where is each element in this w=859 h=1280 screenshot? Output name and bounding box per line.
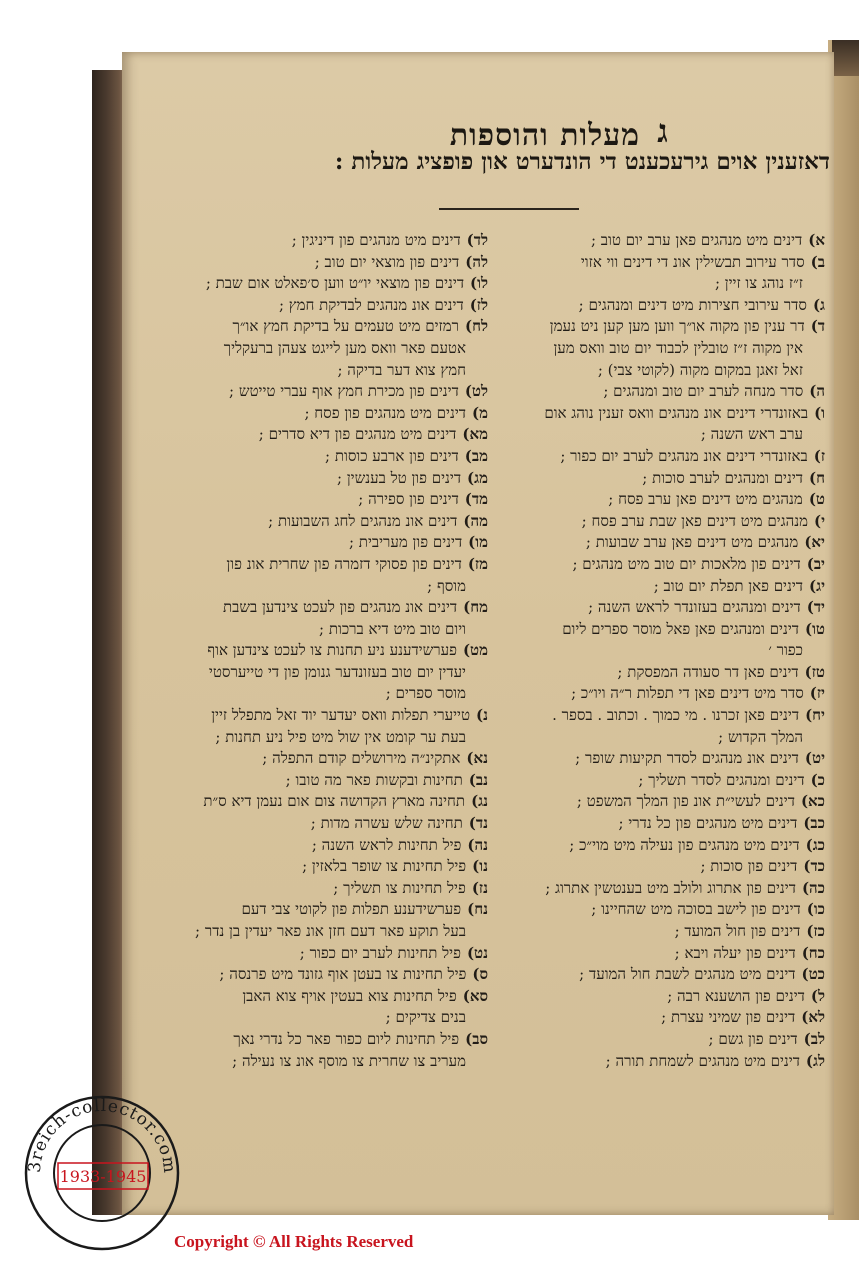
entry-number: נח) — [467, 900, 488, 919]
entry-text: פערשידענע תפלות פון לקוטי צבי דעם — [241, 900, 462, 919]
entry-text: בנים צדיקים ; — [385, 1008, 466, 1027]
entry-text: יעדין יום טוב בעזונדער גנומן פון די טייערסטי — [208, 662, 466, 681]
entry-text: פיל תחינות לראש השנה ; — [311, 835, 462, 854]
entry-number: יב) — [806, 554, 825, 573]
toc-entry — [505, 705, 825, 727]
entry-text: דינים פון מוצאי יום טוב ; — [314, 252, 460, 271]
entry-text: ז״ז נוהג צו זיין ; — [714, 274, 803, 293]
entry-number: ט) — [808, 490, 825, 509]
toc-entry — [505, 532, 825, 554]
entry-text: דינים פון ספירה ; — [358, 490, 459, 509]
toc-entry — [505, 813, 825, 835]
toc-entry — [505, 252, 825, 274]
entry-number: י) — [813, 511, 825, 530]
toc-entry — [148, 381, 488, 403]
entry-number: יד) — [806, 598, 825, 617]
toc-entry — [505, 640, 825, 662]
toc-entry — [148, 489, 488, 511]
entry-text: דינים פון מכירת חמץ אוף עברי טייטש ; — [229, 382, 459, 401]
toc-entry — [505, 1007, 825, 1029]
toc-entry — [505, 554, 825, 576]
toc-entry — [148, 619, 488, 641]
entry-number: ד) — [810, 317, 825, 336]
toc-entry — [505, 835, 825, 857]
entry-number: מ) — [472, 403, 488, 422]
entry-text: בעל תוקע פאר דעם חזן אונ פאר יעדין בן נדר ; — [195, 922, 466, 940]
entry-text: דינים מיט מנהגים פאן ערב יום טוב ; — [590, 231, 803, 249]
entry-number: מט) — [462, 641, 488, 660]
entry-text: תחינה מארץ הקדושה צום אום נעמן דיא ס״ת — [203, 792, 466, 811]
entry-text: מוסף ; — [427, 576, 466, 595]
toc-entry — [148, 640, 488, 662]
entry-text: אתקינ״ה מירושלים קודם התפלה ; — [262, 749, 461, 768]
entry-text: טייערי תפלות וואס יעדער יוד זאל מתפלל זיין — [211, 706, 471, 725]
entry-text: בעת ער קומט אין שול מיט פיל ניע תחנות ; — [215, 727, 466, 746]
entry-text: דינים אונ מנהגים לסדר תקיעות שופר ; — [575, 749, 799, 768]
toc-entry — [148, 1007, 488, 1029]
entry-number: לו) — [470, 274, 488, 293]
entry-number: ב) — [810, 252, 825, 271]
entry-number: לח) — [465, 317, 488, 336]
entry-text: מעריב צו שחרית צו מוסף אונ צו נעילה ; — [232, 1051, 466, 1070]
toc-entry — [505, 316, 825, 338]
entry-number: סא) — [462, 986, 488, 1005]
page-letter: ג — [657, 112, 668, 150]
entry-text: כפור ׳ — [768, 641, 803, 660]
entry-text: באזונדרי דינים אונ מנהגים וואס זענין נוהג אום — [544, 403, 809, 422]
toc-entry — [505, 338, 825, 360]
entry-text: דינים פון שמיני עצרת ; — [661, 1008, 796, 1027]
toc-entry — [505, 619, 825, 641]
entry-text: דינים מיט מנהגים לשבת חול המועד ; — [579, 965, 796, 984]
toc-entry — [505, 662, 825, 684]
entry-text: דינים פון פסוקי דזמרה פון שחרית אונ פון — [226, 554, 462, 573]
entry-number: כו) — [806, 900, 825, 919]
entry-text: דינים אונ מנהגים לחג השבועות ; — [268, 511, 458, 530]
entry-text: דינים מיט מנהגים פון פסח ; — [304, 403, 466, 422]
entry-text: מוסר ספרים ; — [385, 684, 466, 703]
entry-number: מח) — [463, 598, 488, 617]
toc-entry — [148, 662, 488, 684]
toc-entry — [148, 791, 488, 813]
entry-text: ויום טוב מיט דיא ברכות ; — [319, 619, 466, 638]
right-column — [505, 230, 825, 1072]
entry-text: דינים מיט מנהגים פון דיא סדרים ; — [258, 425, 457, 444]
entry-text: דינים פון ארבע כוסות ; — [325, 446, 459, 465]
entry-number: סב) — [465, 1029, 488, 1048]
entry-text: תחינות ובקשות פאר מה טובו ; — [285, 770, 463, 789]
entry-number: נד) — [468, 814, 488, 833]
entry-text: דינים אונ מנהגים לבדיקת חמץ ; — [278, 295, 464, 314]
entry-text: פיל תחינות ליום כפור פאר כל נדרי נאך — [233, 1029, 460, 1048]
entry-number: ו) — [814, 403, 825, 422]
toc-entry — [148, 683, 488, 705]
toc-entry — [148, 1029, 488, 1051]
entry-number: כה) — [801, 878, 825, 897]
entry-text: דינים ומנהגים פאן פאל מוסר ספרים ליום — [562, 619, 799, 638]
toc-entry — [148, 878, 488, 900]
toc-entry — [148, 727, 488, 749]
entry-text: רמזים מיט טעמים על בדיקת חמץ או״ך — [232, 317, 459, 336]
entry-number: לב) — [803, 1029, 825, 1048]
left-column — [148, 230, 488, 1072]
entry-text: מנהגים מיט דינים פאן שבת ערב פסח ; — [581, 511, 808, 530]
entry-number: מד) — [464, 490, 488, 509]
toc-entry — [148, 770, 488, 792]
cover-corner — [832, 40, 859, 76]
entry-number: ז) — [813, 446, 825, 465]
entry-text: פיל תחינות צו תשליך ; — [333, 878, 466, 897]
toc-entry — [148, 899, 488, 921]
entry-text: דינים מיט מנהגים לשמחת תורה ; — [605, 1051, 800, 1070]
entry-number: ג) — [812, 295, 825, 314]
entry-text: פיל תחינות צו בעטן אוף גזונד מיט פרנסה ; — [219, 965, 467, 984]
entry-text: באזונדרי דינים אונ מנהגים לערב יום כפור ; — [560, 446, 808, 465]
toc-entry — [148, 748, 488, 770]
entry-text: דר ענין פון מקוה או״ך ווען מען קען ניט נעמן — [549, 317, 805, 336]
entry-number: מב) — [464, 446, 488, 465]
entry-number: ס) — [472, 965, 488, 984]
toc-entry — [148, 252, 488, 274]
entry-number: נא) — [466, 749, 488, 768]
entry-number: ח) — [809, 468, 825, 487]
toc-entry — [505, 576, 825, 598]
entry-number: כט) — [801, 965, 825, 984]
entry-text: דינים ומנהגים בעזונדר לראש השנה ; — [588, 598, 801, 617]
toc-entry — [148, 446, 488, 468]
entry-number: לד) — [466, 231, 488, 249]
entry-text: דינים מיט מנהגים פון כל נדרי ; — [618, 814, 798, 833]
entry-number: יז) — [809, 684, 825, 703]
toc-entry — [505, 899, 825, 921]
entry-number: נה) — [467, 835, 488, 854]
toc-entry — [148, 1051, 488, 1073]
entry-number: כח) — [801, 943, 825, 962]
entry-text: דינים פון מוצאי יו״ט ווען ס׳פאלט אום שבת ; — [205, 274, 465, 293]
entry-number: נג) — [471, 792, 488, 811]
toc-entry — [505, 424, 825, 446]
entry-text: סדר עירובי חצירות מיט דינים ומנהגים ; — [578, 295, 807, 314]
entry-number: מה) — [463, 511, 488, 530]
toc-entry — [505, 403, 825, 425]
entry-number: כא) — [800, 792, 825, 811]
toc-entry — [148, 835, 488, 857]
toc-entry — [505, 770, 825, 792]
toc-entry — [148, 921, 488, 943]
entry-text: דינים פון לישב בסוכה מיט שהחיינו ; — [591, 900, 801, 919]
toc-entry — [148, 856, 488, 878]
entry-number: יט) — [804, 749, 825, 768]
toc-entry — [148, 532, 488, 554]
toc-entry — [148, 230, 488, 252]
toc-entry — [148, 424, 488, 446]
entry-number: א) — [808, 231, 825, 249]
entry-number: נו) — [472, 857, 488, 876]
entry-number: נט) — [466, 943, 488, 962]
toc-entry — [505, 489, 825, 511]
toc-entry — [505, 878, 825, 900]
toc-entry — [148, 403, 488, 425]
toc-entry — [148, 986, 488, 1008]
entry-text: אטעם פאר וואס מען לייגט צעהן ברעקליך — [223, 338, 466, 357]
toc-entry — [505, 511, 825, 533]
toc-entry — [148, 597, 488, 619]
divider-line — [439, 208, 579, 210]
toc-entry — [505, 964, 825, 986]
entry-text: דינים פון סוכות ; — [700, 857, 798, 876]
entry-text: מנהגים מיט דינים פאן ערב פסח ; — [608, 490, 803, 509]
entry-number: ל) — [810, 986, 825, 1005]
entry-number: נז) — [471, 878, 488, 897]
entry-number: טז) — [804, 662, 825, 681]
entry-number: מו) — [468, 533, 488, 552]
entry-number: כד) — [803, 857, 825, 876]
entry-number: מז) — [467, 554, 488, 573]
entry-text: סדר מנחה לערב יום טוב ומנהגים ; — [603, 382, 804, 401]
entry-number: כז) — [806, 922, 825, 940]
entry-text: דינים אונ מנהגים פון לעכט צינדען בשבת — [222, 598, 458, 617]
stamp-ring-textpath: 3reich-collector.com — [24, 1095, 180, 1175]
toc-entry — [505, 683, 825, 705]
entry-text: דינים פון מלאכות יום טוב מיט מנהגים ; — [572, 554, 801, 573]
entry-number: מג) — [467, 468, 488, 487]
entry-text: דינים לעשי״ת אונ פון המלך המשפט ; — [576, 792, 795, 811]
entry-text: דינים מיט מנהגים פון נעילה מיט מוי״כ ; — [569, 835, 800, 854]
entry-number: נ) — [476, 706, 488, 725]
toc-entry — [505, 597, 825, 619]
entry-text: אין מקוה ז״ז טובלין לכבוד יום טוב וואס מען — [553, 338, 803, 357]
entry-text: דינים פאן תפלת יום טוב ; — [653, 576, 804, 595]
toc-entry — [505, 856, 825, 878]
entry-text: דינים פאן דר סעודה המפסקת ; — [617, 662, 799, 681]
toc-entry — [148, 813, 488, 835]
entry-number: לה) — [465, 252, 488, 271]
toc-entry — [505, 360, 825, 382]
toc-entry — [505, 1051, 825, 1073]
entry-text: פיל תחינות צו שופר בלאזין ; — [302, 857, 467, 876]
toc-entry — [505, 446, 825, 468]
toc-entry — [148, 316, 488, 338]
entry-text: מנהגים מיט דינים פאן ערב שבועות ; — [585, 533, 799, 552]
toc-entry — [505, 748, 825, 770]
page-subtitle: דאזענין אוים גירעכענט די הונדערט און פופציג מעלות : — [334, 148, 830, 175]
entry-text: דינים פון מעריבית ; — [348, 533, 463, 552]
entry-text: דינים ומנהגים לסדר תשליך ; — [638, 770, 805, 789]
entry-text: תחינה שלש עשרה מדות ; — [310, 814, 463, 833]
toc-entry — [505, 943, 825, 965]
toc-entry — [148, 468, 488, 490]
toc-entry — [148, 511, 488, 533]
entry-number: לג) — [805, 1051, 825, 1070]
toc-entry — [505, 273, 825, 295]
toc-entry — [148, 943, 488, 965]
entry-text: פיל תחינות לערב יום כפור ; — [299, 943, 461, 962]
entry-text: סדר עירוב תבשילין אונ די דינים ווי אזוי — [580, 252, 805, 271]
entry-number: לא) — [801, 1008, 825, 1027]
toc-entry — [505, 791, 825, 813]
entry-text: דינים פון אתרוג ולולב מיט בענטשין אתרוג ; — [545, 878, 796, 897]
entry-text: דינים פון חול המועד ; — [674, 922, 801, 940]
entry-number: מא) — [462, 425, 488, 444]
entry-text: דינים מיט מנהגים פון דיניגין ; — [291, 231, 461, 249]
toc-entry — [505, 921, 825, 943]
entry-text: סדר מיט דינים פאן די תפלות ר״ה ויו״כ ; — [571, 684, 804, 703]
entry-text: המלך הקדוש ; — [718, 727, 803, 746]
entry-number: נב) — [468, 770, 488, 789]
entry-number: יח) — [805, 706, 825, 725]
toc-entry — [148, 338, 488, 360]
entry-text: ערב ראש השנה ; — [700, 425, 803, 444]
entry-text: דינים פאן זכרנו . מי כמוך . וכתוב . בספר . — [552, 706, 800, 725]
toc-entry — [505, 986, 825, 1008]
entry-text: דינים פון טל בענשין ; — [337, 468, 462, 487]
entry-text: דינים פון הושענא רבה ; — [667, 986, 805, 1005]
entry-number: כג) — [805, 835, 825, 854]
toc-entry — [148, 360, 488, 382]
entry-text: זאל זאגן במקום מקוה (לקוטי צבי) ; — [597, 360, 803, 379]
page-title: מעלות והוספות — [449, 118, 640, 153]
entry-text: חמץ צוא דער בדיקה ; — [337, 360, 466, 379]
toc-entry — [148, 576, 488, 598]
entry-number: יא) — [804, 533, 825, 552]
toc-entry — [505, 468, 825, 490]
entry-number: ה) — [809, 382, 825, 401]
entry-text: פערשידענע ניע תחנות צו לעכט צינדען אוף — [207, 641, 457, 660]
entry-number: לט) — [464, 382, 488, 401]
stamp-years: 1933-1945 — [59, 1167, 147, 1186]
entry-text: דינים ומנהגים לערב סוכות ; — [642, 468, 804, 487]
entry-text: פיל תחינות צוא בעטין אויף צוא האבן — [242, 986, 457, 1005]
toc-entry — [505, 295, 825, 317]
entry-number: כב) — [803, 814, 825, 833]
entry-text: דינים פון יעלה ויבא ; — [674, 943, 796, 962]
entry-text: דינים פון גשם ; — [708, 1029, 798, 1048]
toc-entry — [148, 964, 488, 986]
entry-number: כ) — [810, 770, 825, 789]
toc-entry — [148, 554, 488, 576]
toc-entry — [148, 705, 488, 727]
entry-number: לז) — [469, 295, 488, 314]
toc-entry — [505, 230, 825, 252]
toc-entry — [505, 1029, 825, 1051]
entry-number: יג) — [809, 576, 825, 595]
copyright-notice: Copyright © All Rights Reserved — [174, 1232, 414, 1251]
entry-number: טו) — [805, 619, 825, 638]
toc-entry — [148, 273, 488, 295]
toc-entry — [505, 381, 825, 403]
toc-entry — [505, 727, 825, 749]
toc-entry — [148, 295, 488, 317]
collector-stamp — [22, 1093, 182, 1253]
